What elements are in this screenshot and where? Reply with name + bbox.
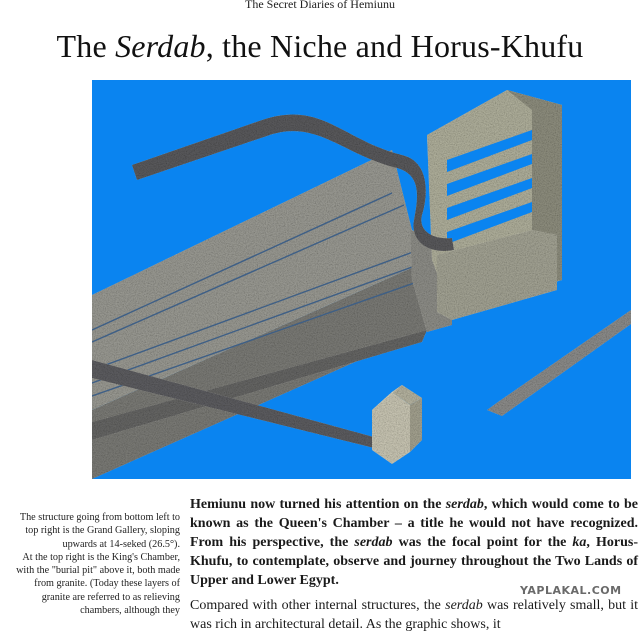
figure-caption (5, 511, 180, 617)
body-paragraph-2: Compared with other internal structures, the serdab was relatively small, but it was rich in architectural detail. As the graphic shows, it (190, 598, 639, 632)
watermark-logo: YAPLAKAL.COM (520, 584, 622, 597)
caption-paragraph-1: The structure going from bottom left to top right is the Grand Gallery, sloping upwards at 14-seked (26.5°). (19, 512, 180, 550)
page-title: The Serdab, the Niche and Horus-Khufu (56, 28, 584, 64)
body-text (190, 495, 638, 640)
running-head: The Secret Diaries of Hemiunu (245, 0, 395, 11)
pyramid-figure (92, 80, 631, 479)
body-paragraph-1: Hemiunu now turned his attention on the serdab, which would come to be known as the Queen's Chamber – a title he would not have recognized. From his perspective, the serdab was the focal point for the ka, Horus-Khufu, to contemplate, observe and journey throughout the Two Lands of Upper and Lower Egypt. (190, 497, 638, 588)
caption-paragraph-2: At the top right is the King's Chamber, with the "burial pit" above it, both made from granite. (Today these layers of granite are referred to as relieving chambers, although they (16, 551, 180, 617)
